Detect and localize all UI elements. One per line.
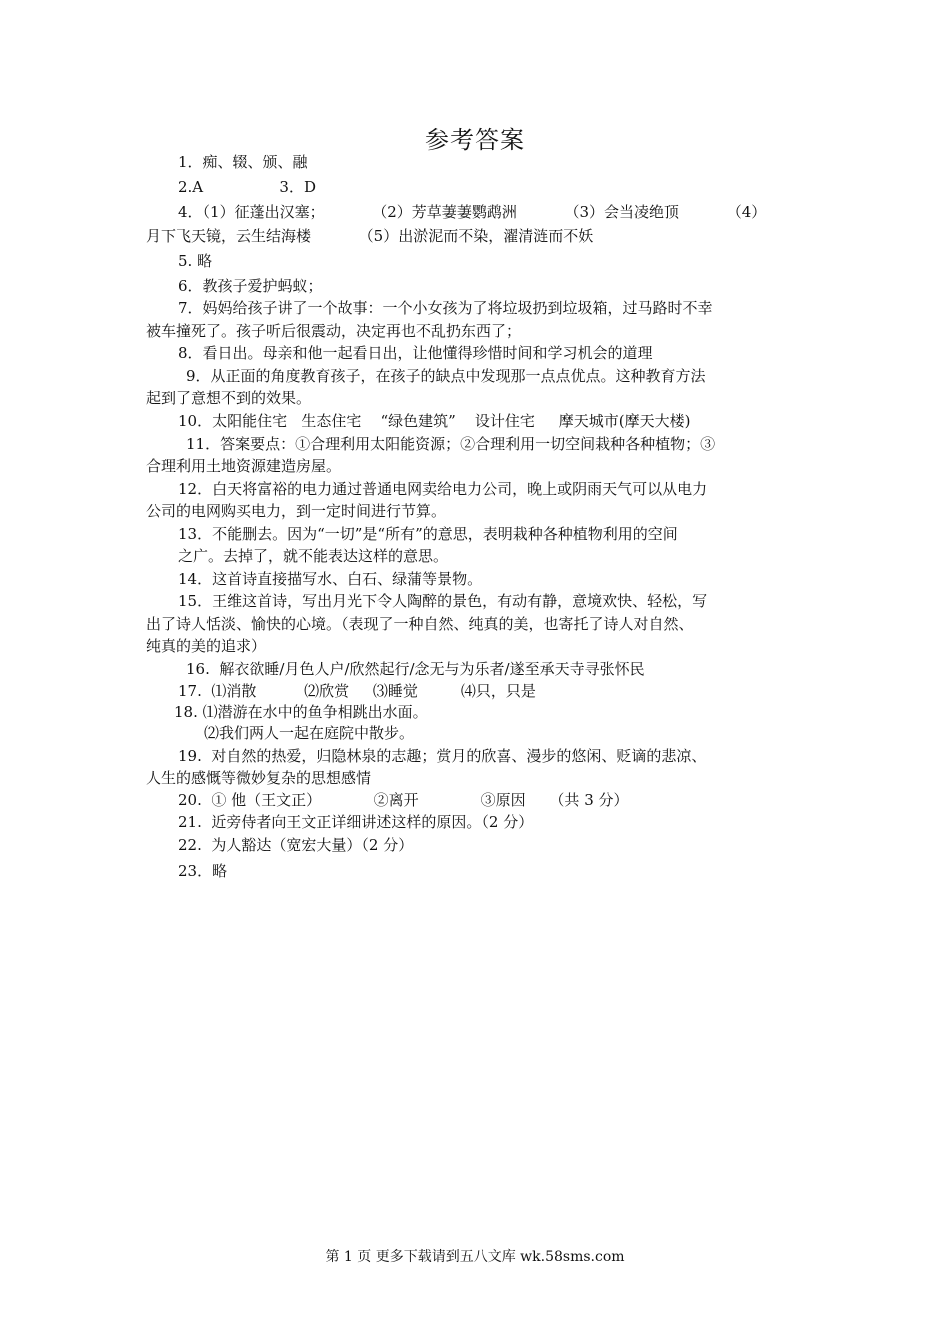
answer-line-29: 20. ① 他（王文正） ②离开 ③原因 （共 3 分） <box>178 791 629 809</box>
answer-line-24: 17. ⑴消散 ⑵欣赏 ⑶睡觉 ⑷只，只是 <box>178 682 536 700</box>
answer-line-6: 6．教孩子爱护蚂蚁； <box>178 277 323 295</box>
page-title: 参考答案 <box>425 126 525 154</box>
answer-line-30: 21. 近旁侍者向王文正详细讲述这样的原因。（2 分） <box>178 813 534 831</box>
answer-line-2: 2.A 3．D <box>178 178 317 196</box>
answer-line-9: 8．看日出。母亲和他一起看日出，让他懂得珍惜时间和学习机会的道理 <box>178 344 653 362</box>
answer-line-19: 14．这首诗直接描写水、白石、绿蒲等景物。 <box>178 570 483 588</box>
answer-line-20: 15．王维这首诗，写出月光下令人陶醉的景色，有动有静，意境欢快、轻松，写 <box>178 592 708 610</box>
answer-line-1: 1．痴、辍、颁、融 <box>178 153 308 171</box>
answer-line-12: 10．太阳能住宅 生态住宅 “绿色建筑” 设计住宅 摩天城市(摩天大楼) <box>178 412 691 430</box>
answer-line-22: 纯真的美的追求） <box>146 637 267 655</box>
answer-line-18: 之广。去掉了，就不能表达这样的意思。 <box>178 547 449 565</box>
answer-line-7: 7．妈妈给孩子讲了一个故事：一个小女孩为了将垃圾扔到垃圾箱，过马路时不幸 <box>178 299 713 317</box>
answer-line-13: 11．答案要点：①合理利用太阳能资源；②合理利用一切空间栽种各种植物；③ <box>186 435 716 453</box>
answer-line-27: 19. 对自然的热爱，归隐林泉的志趣；赏月的欣喜、漫步的悠闲、贬谪的悲凉、 <box>178 747 707 765</box>
answer-line-11: 起到了意想不到的效果。 <box>146 389 312 407</box>
answer-line-4: 月下飞天镜，云生结海楼 （5）出淤泥而不染，濯清涟而不妖 <box>146 227 594 245</box>
answer-line-28: 人生的感慨等微妙复杂的思想感情 <box>146 769 372 787</box>
answer-line-16: 公司的电网购买电力，到一定时间进行节算。 <box>146 502 447 520</box>
answer-line-25: 18. ⑴潜游在水中的鱼争相跳出水面。 <box>174 703 428 721</box>
answer-line-8: 被车撞死了。孩子听后很震动，决定再也不乱扔东西了； <box>146 322 522 340</box>
answer-line-26: ⑵我们两人一起在庭院中散步。 <box>204 724 415 742</box>
answer-line-21: 出了诗人恬淡、愉快的心境。（表现了一种自然、纯真的美，也寄托了诗人对自然、 <box>146 615 694 633</box>
answer-line-31: 22. 为人豁达（宽宏大量）（2 分） <box>178 836 414 854</box>
answer-line-23: 16. 解衣欲睡/月色人户/欣然起行/念无与为乐者/遂至承天寺寻张怀民 <box>186 660 645 678</box>
answer-line-15: 12．白天将富裕的电力通过普通电网卖给电力公司，晚上或阴雨天气可以从电力 <box>178 480 708 498</box>
answer-line-17: 13．不能删去。因为“一切”是“所有”的意思，表明栽种各种植物利用的空间 <box>178 525 678 543</box>
answer-line-10: 9．从正面的角度教育孩子，在孩子的缺点中发现那一点点优点。这种教育方法 <box>186 367 706 385</box>
answer-line-14: 合理利用土地资源建造房屋。 <box>146 457 342 475</box>
answer-line-5: 5. 略 <box>178 252 213 270</box>
answer-line-3: 4．（1）征蓬出汉塞； （2）芳草萋萋鹦鹉洲 （3）会当凌绝顶 （4） <box>178 203 767 221</box>
answer-line-32: 23．略 <box>178 862 228 880</box>
page-footer: 第 1 页 更多下载请到五八文库 wk.58sms.com <box>325 1249 625 1265</box>
